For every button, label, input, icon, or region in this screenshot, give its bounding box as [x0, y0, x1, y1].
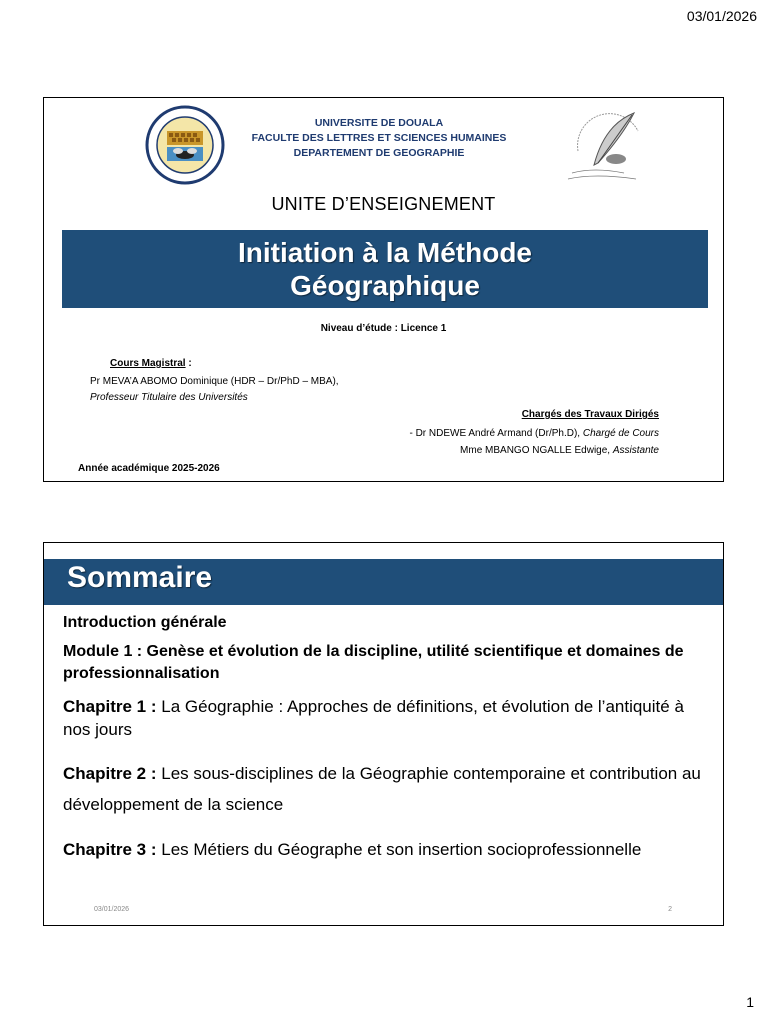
page-date: 03/01/2026	[686, 8, 757, 24]
course-title-line-2: Géographique	[290, 270, 480, 301]
university-name: UNIVERSITE DE DOUALA	[314, 117, 444, 129]
td-heading: Chargés des Travaux Dirigés	[521, 409, 659, 420]
chapter-2-label: Chapitre 2 :	[63, 764, 157, 783]
faculty-logo	[564, 107, 654, 183]
cours-magistral-label: Cours Magistral	[110, 358, 186, 369]
professor-name: Pr MEVA’A ABOMO Dominique (HDR – Dr/PhD – MBA),	[90, 376, 339, 387]
td-instructor-2-name: Mme MBANGO NGALLE Edwige,	[460, 445, 613, 456]
slide-2	[43, 542, 724, 926]
unite-heading: UNITE D’ENSEIGNEMENT	[271, 194, 496, 214]
td-instructor-1-name: - Dr NDEWE André Armand (Dr/Ph.D),	[409, 428, 583, 439]
td-instructor-2	[460, 445, 659, 456]
slide-1	[43, 97, 724, 482]
module-1-item: Module 1 : Genèse et évolution de la discipline, utilité scientifique et domaines de professionnalisation	[63, 643, 684, 682]
academic-year: Année académique 2025-2026	[78, 463, 220, 474]
chapter-1-item	[63, 695, 703, 741]
chapter-1-label: Chapitre 1 :	[63, 697, 157, 716]
course-title-line-1: Initiation à la Méthode	[237, 237, 532, 268]
td-instructor-1	[409, 428, 659, 439]
study-level: Niveau d’étude : Licence 1	[320, 323, 447, 334]
chapter-1-text: La Géographie : Approches de définitions, et évolution de l’antiquité à nos jours	[63, 697, 684, 739]
chapter-2-item	[63, 758, 703, 820]
cours-magistral-heading	[110, 358, 192, 369]
slide-footer-number: 2	[668, 906, 672, 913]
cours-magistral-colon: :	[185, 358, 192, 369]
td-instructor-1-role: Chargé de Cours	[582, 428, 659, 439]
professor-title: Professeur Titulaire des Universités	[90, 392, 248, 403]
chapter-2-text: Les sous-disciplines de la Géographie contemporaine et contribution au développement de la science	[63, 764, 701, 814]
chapter-3-label: Chapitre 3 :	[63, 840, 157, 859]
department-name: DEPARTEMENT DE GEOGRAPHIE	[293, 147, 465, 159]
sommaire-title: Sommaire	[67, 561, 213, 594]
page-number: 1	[746, 994, 754, 1010]
td-instructor-2-role: Assistante	[612, 445, 659, 456]
intro-item: Introduction générale	[63, 614, 227, 631]
slide-footer-date: 03/01/2026	[94, 906, 130, 913]
faculty-name: FACULTE DES LETTRES ET SCIENCES HUMAINES	[251, 132, 507, 144]
sommaire-title-bar	[44, 559, 723, 605]
chapter-3-item	[63, 838, 703, 861]
institution-header	[214, 116, 544, 161]
sommaire-content	[63, 613, 703, 861]
course-title-banner	[62, 230, 708, 308]
university-seal-logo	[145, 105, 225, 185]
chapter-3-text: Les Métiers du Géographe et son insertion socioprofessionnelle	[156, 840, 642, 859]
